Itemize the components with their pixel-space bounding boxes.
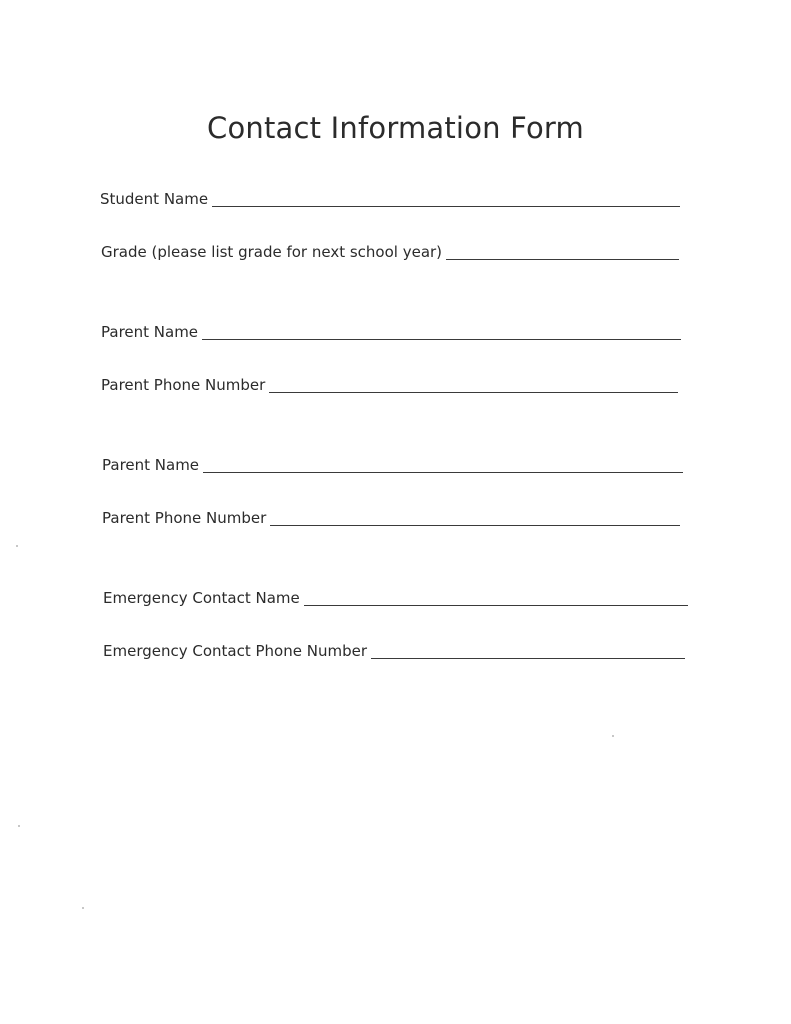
student-name-field (100, 186, 680, 208)
parent-name-field-2 (102, 452, 683, 474)
emergency-name-label: Emergency Contact Name (103, 589, 300, 607)
parent-name-blank-2[interactable] (203, 472, 683, 473)
emergency-phone-label: Emergency Contact Phone Number (103, 642, 367, 660)
parent-name-label-2: Parent Name (102, 456, 200, 474)
scan-speck (82, 907, 84, 909)
form-title: Contact Information Form (207, 111, 584, 145)
scan-speck (612, 735, 614, 737)
emergency-name-blank[interactable] (304, 605, 688, 606)
parent-phone-field-2 (102, 505, 680, 527)
emergency-name-field (103, 585, 688, 607)
emergency-phone-field (103, 638, 685, 660)
parent-name-label-1: Parent Name (101, 323, 199, 341)
scan-speck (16, 545, 18, 547)
parent-name-field-1 (101, 319, 681, 341)
parent-phone-label-1: Parent Phone Number (101, 376, 266, 394)
scan-speck (18, 825, 20, 827)
emergency-phone-blank[interactable] (371, 658, 685, 659)
grade-field (101, 239, 679, 261)
parent-phone-blank-1[interactable] (269, 392, 678, 393)
student-name-blank[interactable] (212, 206, 680, 207)
grade-blank[interactable] (446, 259, 679, 260)
grade-label: Grade (please list grade for next school year) (101, 243, 443, 261)
parent-phone-field-1 (101, 372, 678, 394)
parent-name-blank-1[interactable] (202, 339, 681, 340)
student-name-label: Student Name (100, 190, 209, 208)
parent-phone-label-2: Parent Phone Number (102, 509, 267, 527)
parent-phone-blank-2[interactable] (270, 525, 680, 526)
